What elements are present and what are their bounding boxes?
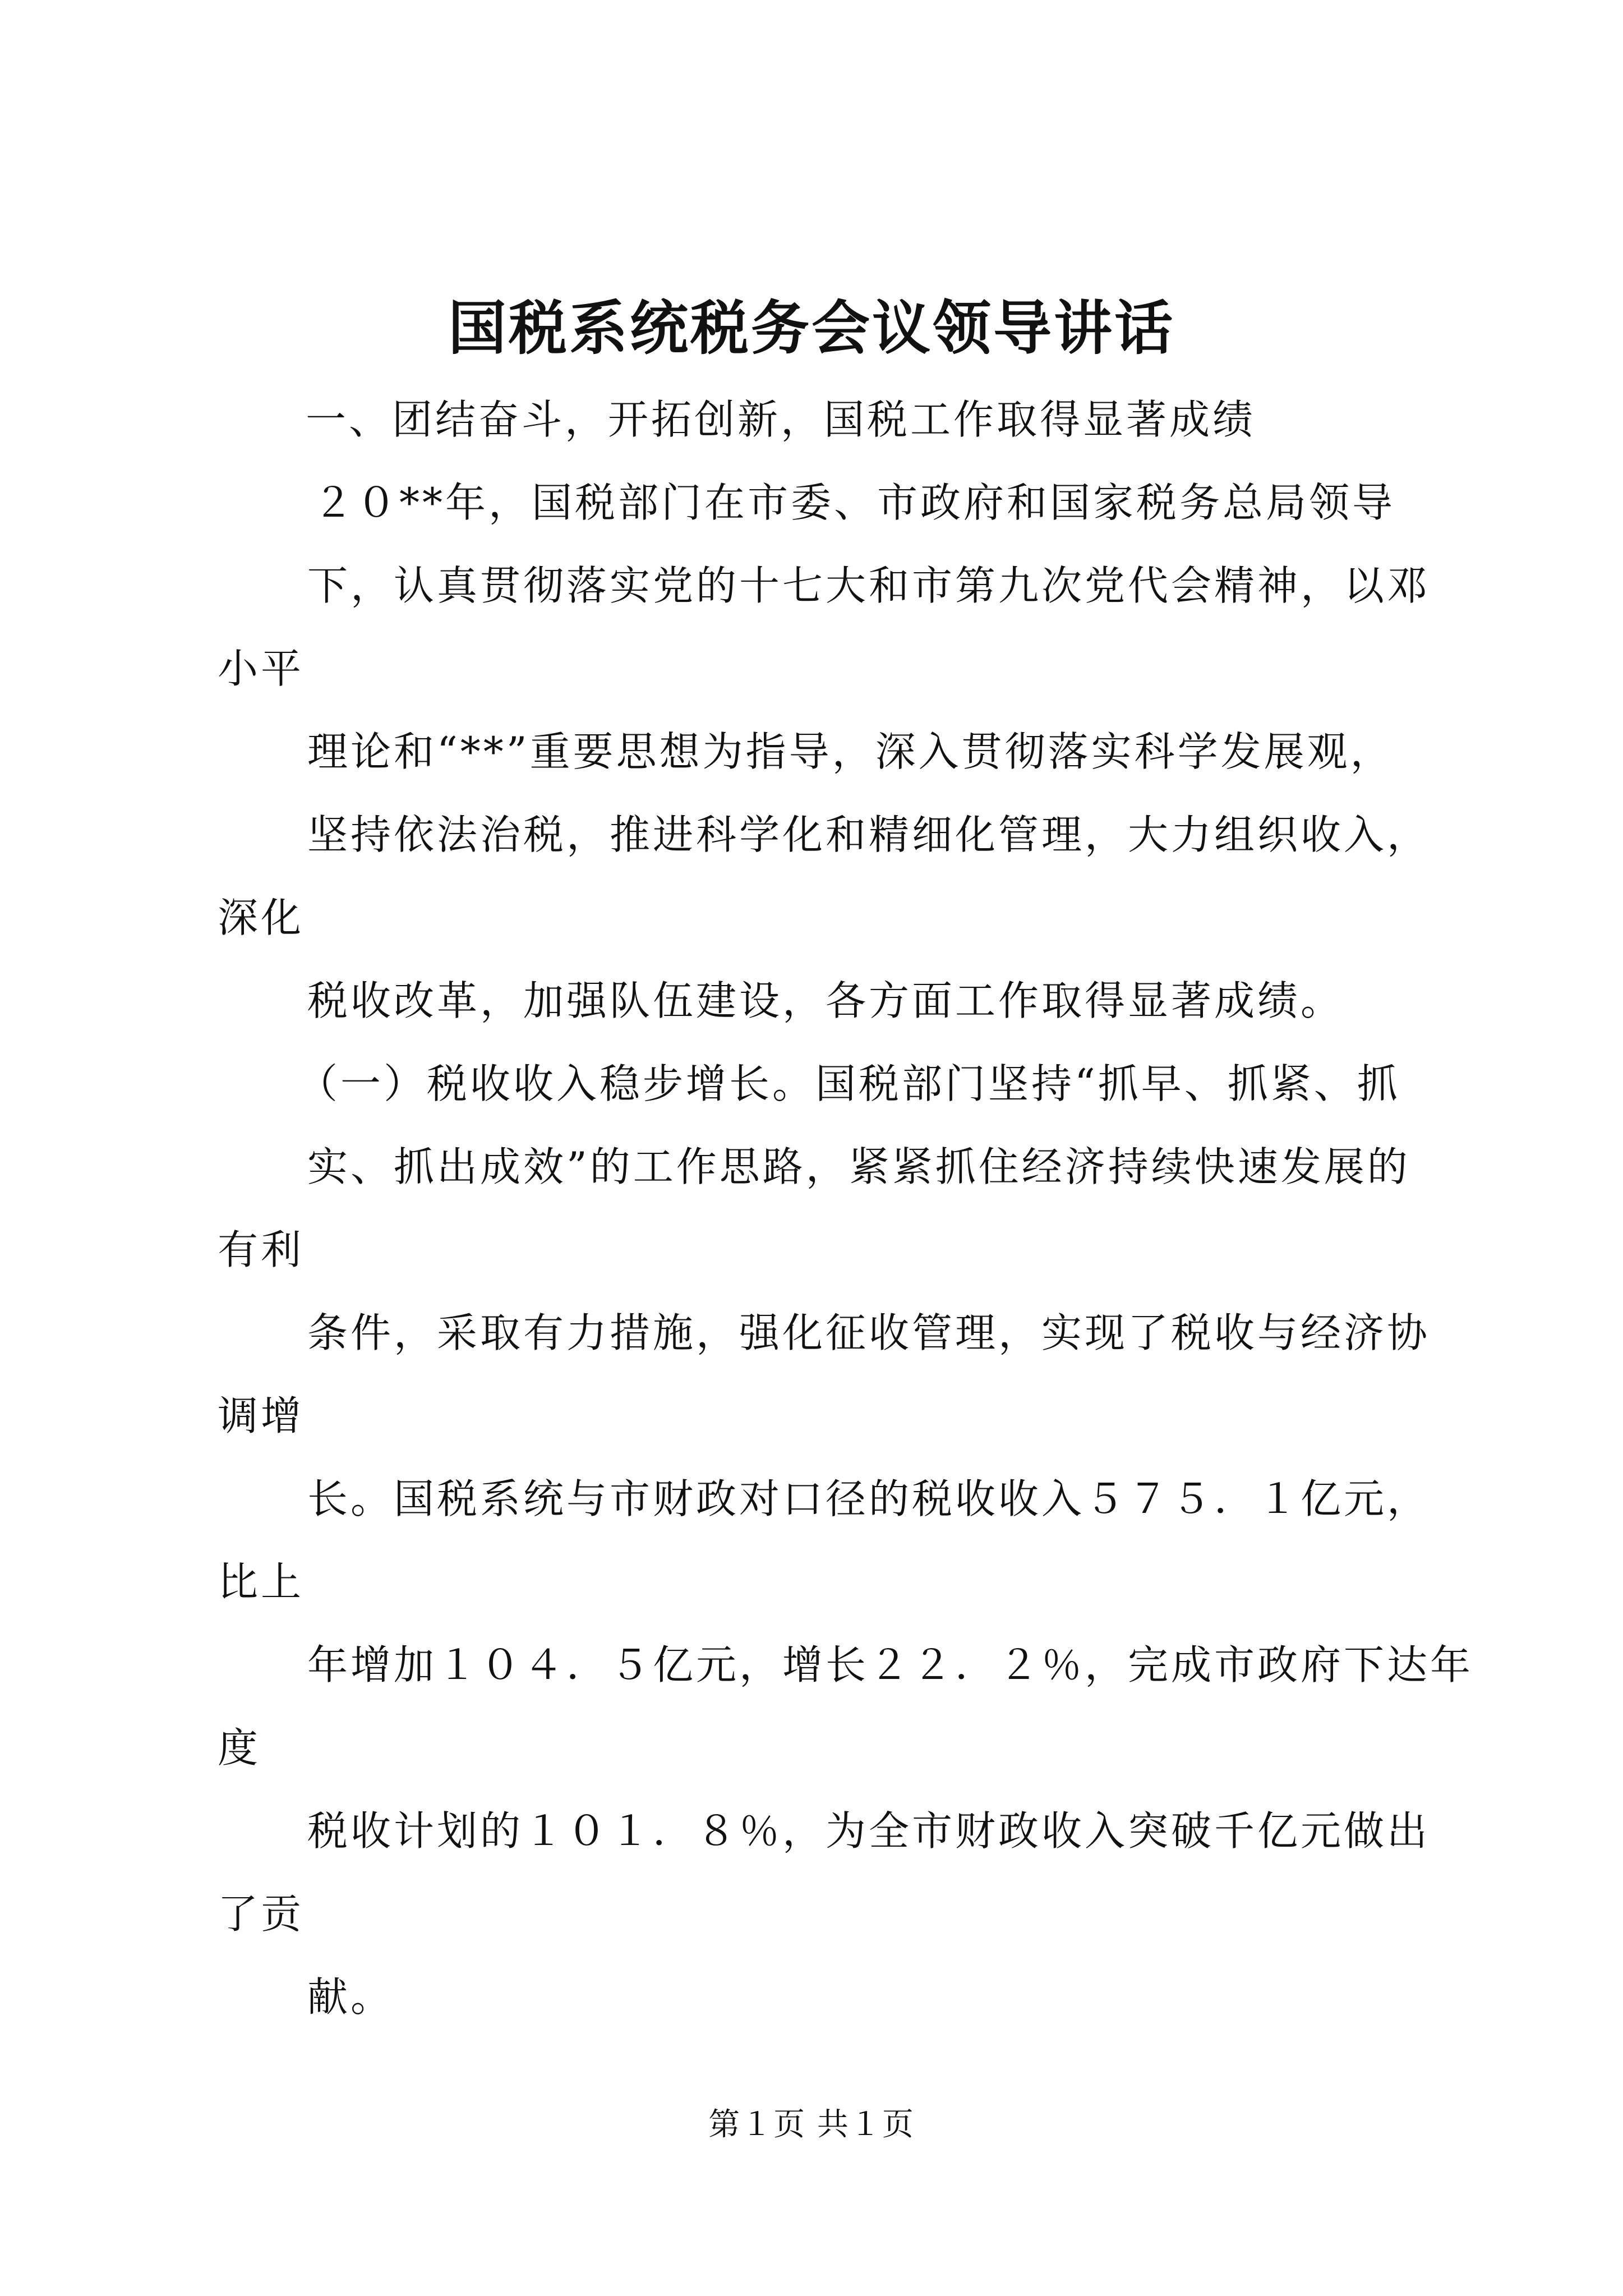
text-line: 调增	[218, 1392, 305, 1439]
text-line: 年增加１０４．５亿元，增长２２．２％，完成市政府下达年	[307, 1641, 1474, 1688]
text-line: 献。	[307, 1973, 394, 2021]
text-line: （一）税收收入稳步增长。国税部门坚持“抓早、抓紧、抓	[297, 1060, 1400, 1107]
page-footer: 第１页 共１页	[708, 2106, 915, 2143]
text-line: 实、抓出成效”的工作思路，紧紧抓住经济持续快速发展的	[307, 1143, 1410, 1190]
text-line: 深化	[218, 894, 305, 941]
text-line: 有利	[218, 1226, 305, 1273]
text-line: 小平	[218, 645, 305, 692]
text-line: ２０**年，国税部门在市委、市政府和国家税务总局领导	[313, 479, 1396, 526]
text-line: 理论和“**”重要思想为指导，深入贯彻落实科学发展观，	[307, 728, 1394, 775]
text-line: 一、团结奋斗，开拓创新，国税工作取得显著成绩	[306, 396, 1256, 443]
text-line: 了贡	[218, 1890, 305, 1938]
text-line: 下，认真贯彻落实党的十七大和市第九次党代会精神，以邓	[307, 562, 1431, 609]
text-line: 度	[218, 1724, 261, 1772]
text-line: 税收计划的１０１．８％，为全市财政收入突破千亿元做出	[307, 1807, 1431, 1855]
text-line: 条件，采取有力措施，强化征收管理，实现了税收与经济协	[307, 1309, 1431, 1356]
text-line: 税收改革，加强队伍建设，各方面工作取得显著成绩。	[307, 977, 1344, 1024]
document-title: 国税系统税务会议领导讲话	[448, 293, 1175, 362]
text-line: 比上	[218, 1558, 305, 1605]
text-line: 长。国税系统与市财政对口径的税收收入５７５．１亿元，	[307, 1475, 1431, 1522]
text-line: 坚持依法治税，推进科学化和精细化管理，大力组织收入，	[307, 811, 1431, 858]
